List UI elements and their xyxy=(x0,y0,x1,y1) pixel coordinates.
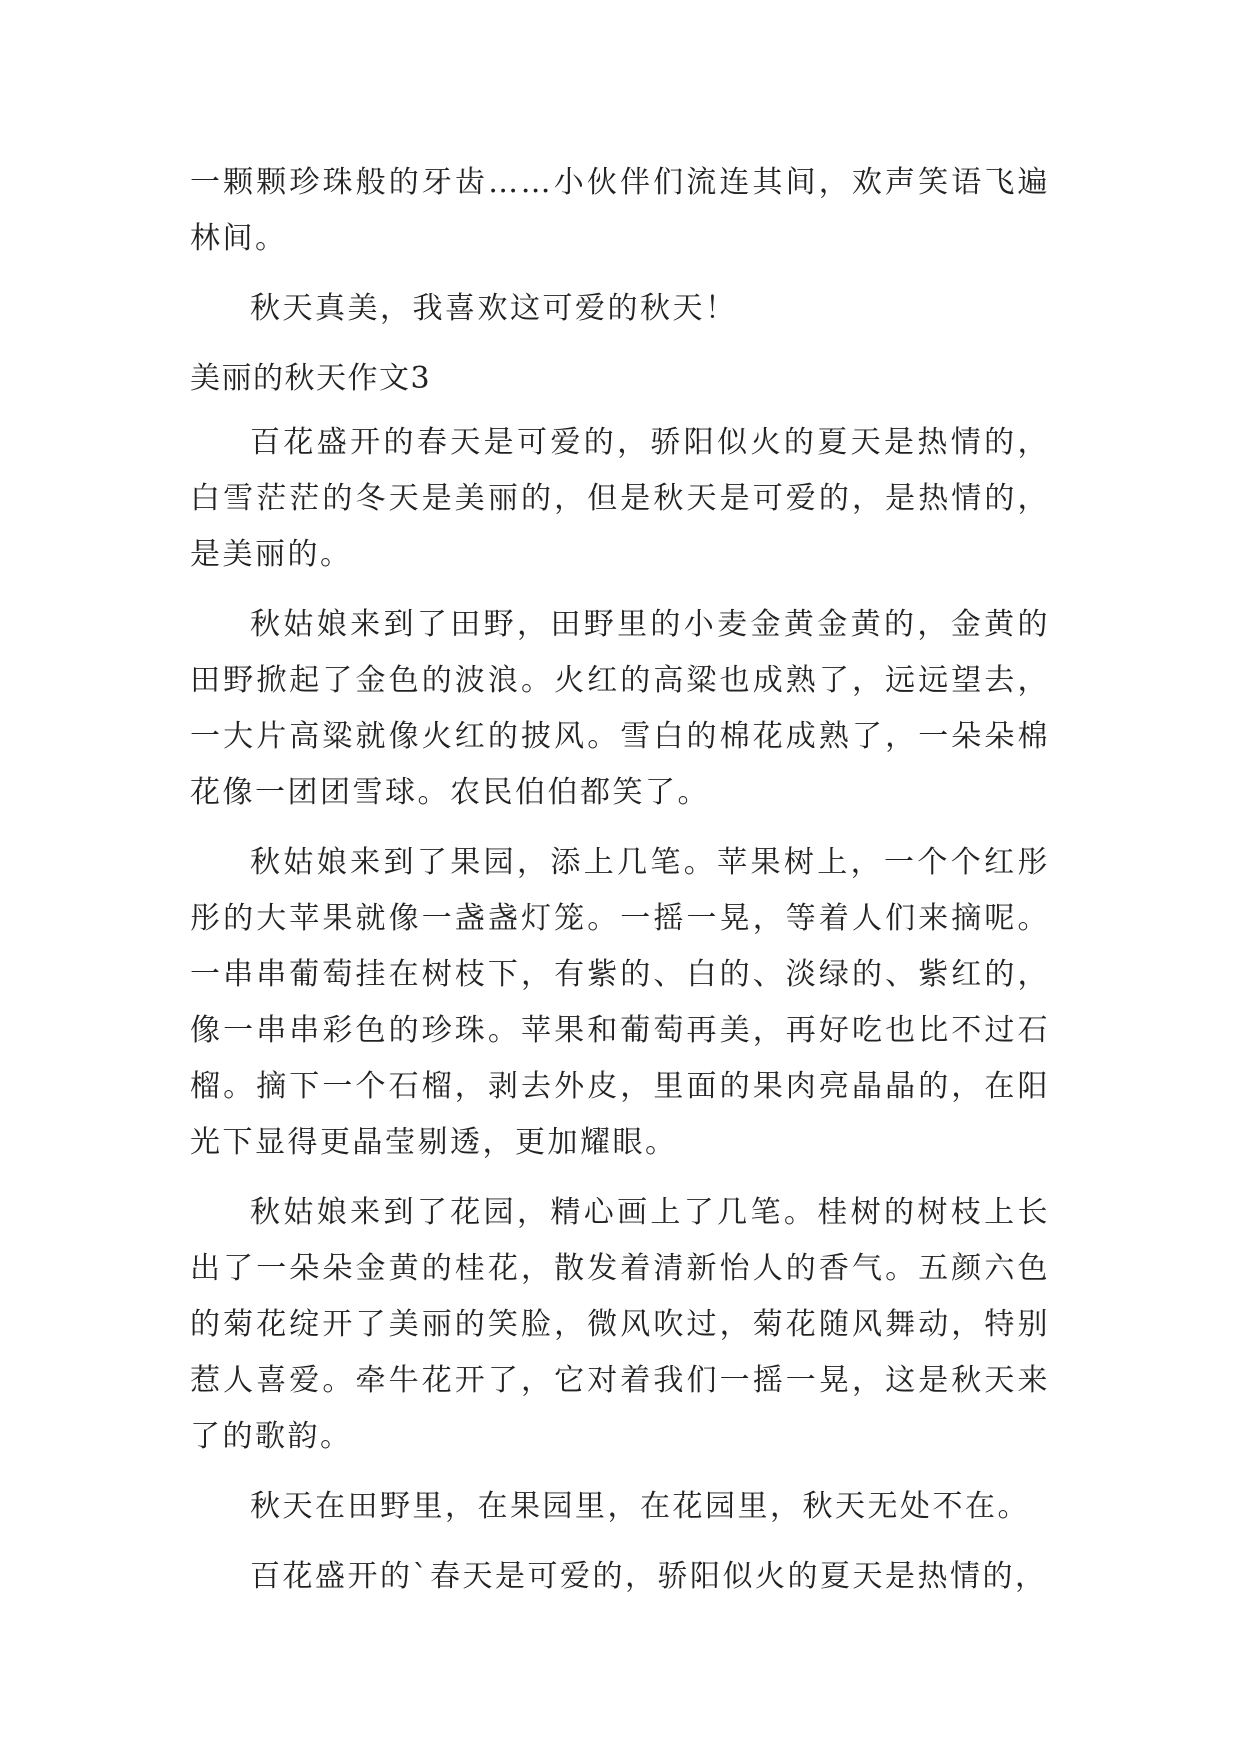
document-body xyxy=(190,155,1050,1619)
essay-paragraph-3: 秋姑娘来到了果园，添上几笔。苹果树上，一个个红彤彤的大苹果就像一盏盏灯笼。一摇一晃，等着人们来摘呢。一串串葡萄挂在树枝下，有紫的、白的、淡绿的、紫红的，像一串串彩色的珍珠。苹果和葡萄再美，再好吃也比不过石榴。摘下一个石榴，剥去外皮，里面的果肉亮晶晶的，在阳光下显得更晶莹剔透，更加耀眼。 xyxy=(190,845,1050,1160)
essay-paragraph-1: 百花盛开的春天是可爱的，骄阳似火的夏天是热情的，白雪茫茫的冬天是美丽的，但是秋天是可爱的，是热情的，是美丽的。 xyxy=(190,425,1050,572)
essay-paragraph-2: 秋姑娘来到了田野，田野里的小麦金黄金黄的，金黄的田野掀起了金色的波浪。火红的高粱也成熟了，远远望去，一大片高粱就像火红的披风。雪白的棉花成熟了，一朵朵棉花像一团团雪球。农民伯伯都笑了。 xyxy=(190,607,1050,810)
paragraph-conclusion: 秋天真美，我喜欢这可爱的秋天！ xyxy=(250,291,738,326)
essay-paragraph-5: 秋天在田野里，在果园里，在花园里，秋天无处不在。 xyxy=(250,1489,1030,1524)
essay-title: 美丽的秋天作文3 xyxy=(190,361,432,396)
paragraph-continued: 一颗颗珍珠般的牙齿……小伙伴们流连其间，欢声笑语飞遍林间。 xyxy=(190,165,1050,256)
essay-paragraph-6: 百花盛开的`春天是可爱的，骄阳似火的夏天是热情的， xyxy=(250,1559,1048,1594)
essay-paragraph-4: 秋姑娘来到了花园，精心画上了几笔。桂树的树枝上长出了一朵朵金黄的桂花，散发着清新怡人的香气。五颜六色的菊花绽开了美丽的笑脸，微风吹过，菊花随风舞动，特别惹人喜爱。牵牛花开了，它对着我们一摇一晃，这是秋天来了的歌韵。 xyxy=(190,1195,1050,1454)
